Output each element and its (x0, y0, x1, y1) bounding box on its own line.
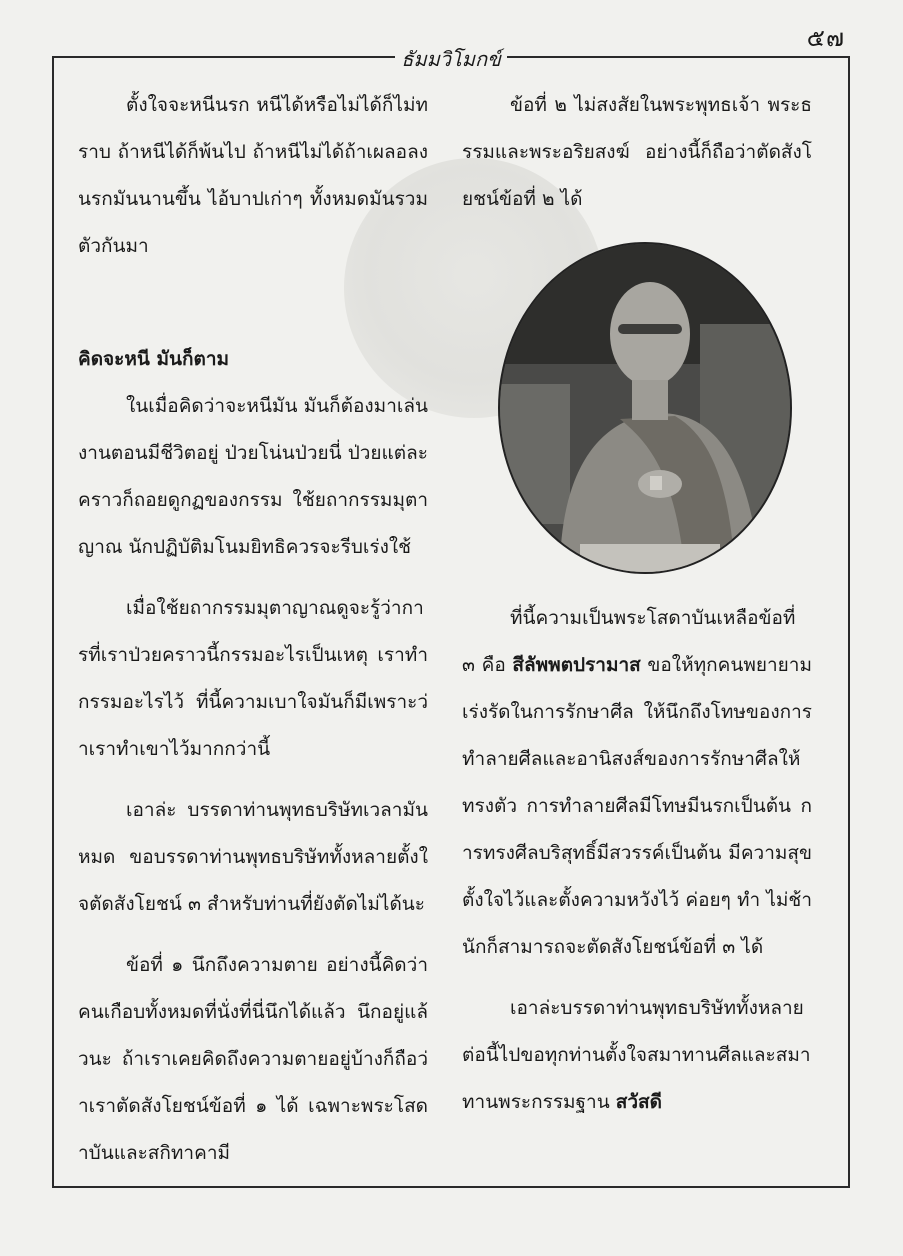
right-column (462, 82, 812, 1126)
left-paragraph-1: ตั้งใจจะหนีนรก หนีได้หรือไม่ได้ก็ไม่ทราบ ถ้าหนีได้ก็พ้นไป ถ้าหนีไม่ได้ถ้าเผลอลงนรกมันนานขึ้น ไอ้บาปเก่าๆ ทั้งหมดมันรวมตัวกันมา (78, 94, 428, 257)
right-paragraph-3-text: เอาล่ะบรรดาท่านพุทธบริษัททั้งหลายต่อนี้ไปขอทุกท่านตั้งใจสมาทานศีลและสมาทานพระกรรมฐาน (462, 997, 811, 1113)
left-paragraph-3: เมื่อใช้ยถากรรมมุตาญาณดูจะรู้ว่าการที่เราป่วยคราวนี้กรรมอะไรเป็นเหตุ เราทำกรรมอะไรไว้ ที่นี้ความเบาใจมันก็มีเพราะว่าเราทำเขาไว้มากกว่านี้ (78, 597, 428, 760)
page-number: ๕๗ (806, 24, 845, 52)
running-header (54, 43, 848, 75)
subheading: คิดจะหนี มันก็ตาม (78, 348, 230, 370)
left-paragraph-2: ในเมื่อคิดว่าจะหนีมัน มันก็ต้องมาเล่นงานตอนมีชีวิตอยู่ ป่วยโน่นป่วยนี่ ป่วยแต่ละคราวก็ถอยดูกฏของกรรม ใช้ยถากรรมมุตาญาณ นักปฏิบัติมโนมยิทธิควรจะรีบเร่งใช้ (78, 395, 428, 558)
right-paragraph-2 (462, 595, 812, 971)
page-frame (52, 47, 850, 1188)
right-paragraph-2-bold: สีลัพพตปรามาส (512, 654, 641, 676)
photo-illustration (500, 244, 790, 572)
right-paragraph-2-text-a: ที่นี้ความเป็นพระโสดาบันเหลือข้อที่ ๓ คือ (462, 607, 796, 676)
right-paragraph-1: ข้อที่ ๒ ไม่สงสัยในพระพุทธเจ้า พระธรรมและพระอริยสงฆ์ อย่างนี้ก็ถือว่าตัดสังโยชน์ข้อที่ ๒ ได้ (462, 94, 812, 210)
closing-greeting: สวัสดี (615, 1091, 662, 1113)
running-header-text: ธัมมวิโมกข์ (395, 47, 507, 71)
left-paragraph-4: เอาล่ะ บรรดาท่านพุทธบริษัทเวลามันหมด ขอบรรดาท่านพุทธบริษัททั้งหลายตั้งใจตัดสังโยชน์ ๓ สำหรับท่านที่ยังตัดไม่ได้นะ (78, 799, 428, 915)
monk-portrait-photo (498, 242, 792, 574)
left-column (78, 82, 428, 1177)
right-paragraph-3 (462, 985, 812, 1126)
right-paragraph-2-text-b: ขอให้ทุกคนพยายามเร่งรัดในการรักษาศีล ให้นึกถึงโทษของการทำลายศีลและอานิสงส์ของการรักษาศีลให้ทรงตัว การทำลายศีลมีโทษมีนรกเป็นต้น การทรงศีลบริสุทธิ์มีสวรรค์เป็นต้น มีความสุข ตั้งใจไว้และตั้งความหวังไว้ ค่อยๆ ทำ ไม่ช้านักก็สามารถจะตัดสังโยชน์ข้อที่ ๓ ได้ (462, 654, 812, 958)
left-paragraph-5: ข้อที่ ๑ นึกถึงความตาย อย่างนี้คิดว่าคนเกือบทั้งหมดที่นั่งที่นี่นึกได้แล้ว นึกอยู่แล้วนะ ถ้าเราเคยคิดถึงความตายอยู่บ้างก็ถือว่าเราตัดสังโยชน์ข้อที่ ๑ ได้ เฉพาะพระโสดาบันและสกิทาคามี (78, 954, 428, 1164)
